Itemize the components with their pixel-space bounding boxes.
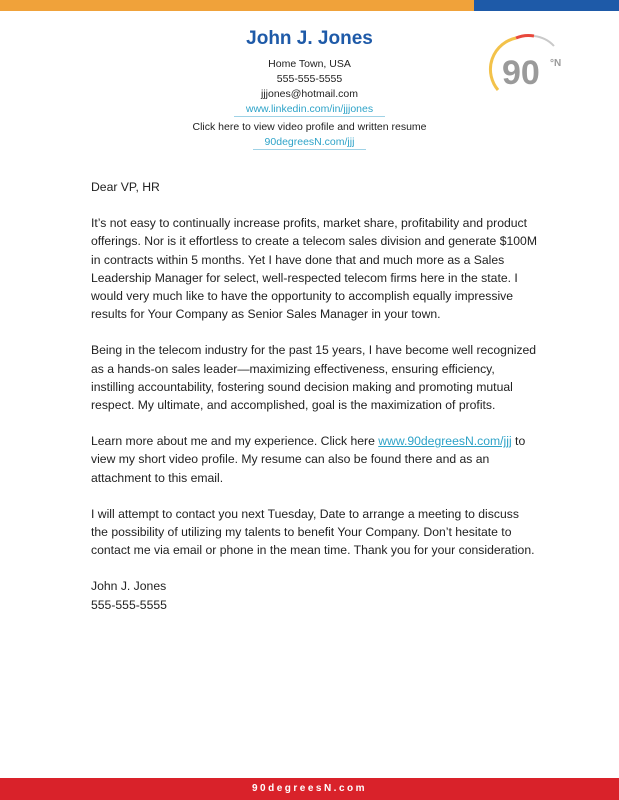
- paragraph-4: I will attempt to contact you next Tuesday, Date to arrange a meeting to discuss the possibility of utilizing my talents to benefit Your Company. Don’t hesitate to contact me via email or phone in the mean time. Thank you for your consideration.: [91, 506, 535, 558]
- video-profile-note: Click here to view video profile and written resume: [192, 121, 427, 133]
- video-profile-link[interactable]: www.90degreesN.com/jjj: [378, 434, 512, 449]
- signature-block: [91, 577, 537, 613]
- linkedin-link[interactable]: www.linkedin.com/in/jjjones: [234, 102, 385, 117]
- paragraph-3-intro: Learn more about me and my experience. Click here: [91, 434, 379, 449]
- sender-email: jjjones@hotmail.com: [260, 88, 359, 100]
- paragraph-3: [91, 432, 537, 487]
- paragraph-2: Being in the telecom industry for the past 15 years, I have become well recognized as a hands-on sales leader—maximizing effectiveness, ensuring efficiency, instilling accountability, fostering sound decision making and promoting mutual respect. My ultimate, and accomplished, goal is the maximization of profits.: [91, 343, 537, 413]
- top-bar-blue-segment: [474, 0, 619, 11]
- signature-phone: 555-555-5555: [91, 597, 167, 612]
- salutation: Dear VP, HR: [91, 180, 160, 194]
- paragraph-1: It’s not easy to continually increase profits, market share, profitability and product offerings. Nor is it effortless to create a telecom sales division and generate $100M in contracts within 5 months. Yet I have done that and much more as a Sales Leadership Manager for select, well-respected telecom firms here in the state. I would very much like to have the opportunity to accomplish equally impressive results for Your Company as Senior Sales Manager in your town.: [91, 216, 537, 322]
- signature-name: John J. Jones: [91, 579, 167, 594]
- sender-name: John J. Jones: [246, 28, 373, 49]
- top-bar-orange-segment: [0, 0, 474, 11]
- 90degreesn-logo: [488, 32, 568, 102]
- sender-phone: 555-555-5555: [276, 73, 343, 85]
- sender-location: Home Town, USA: [268, 58, 351, 70]
- paragraph-3-rest: to view my short video profile. My resume can also be found there and as an attachment to this email.: [91, 434, 526, 485]
- logo-superscript: °N: [550, 58, 562, 69]
- letter-body: [91, 178, 537, 614]
- footer-bar: 90degreesN.com: [0, 778, 619, 800]
- logo-number: 90: [502, 54, 540, 92]
- top-color-bar: [0, 0, 619, 11]
- profile-site-link[interactable]: 90degreesN.com/jjj: [253, 135, 367, 150]
